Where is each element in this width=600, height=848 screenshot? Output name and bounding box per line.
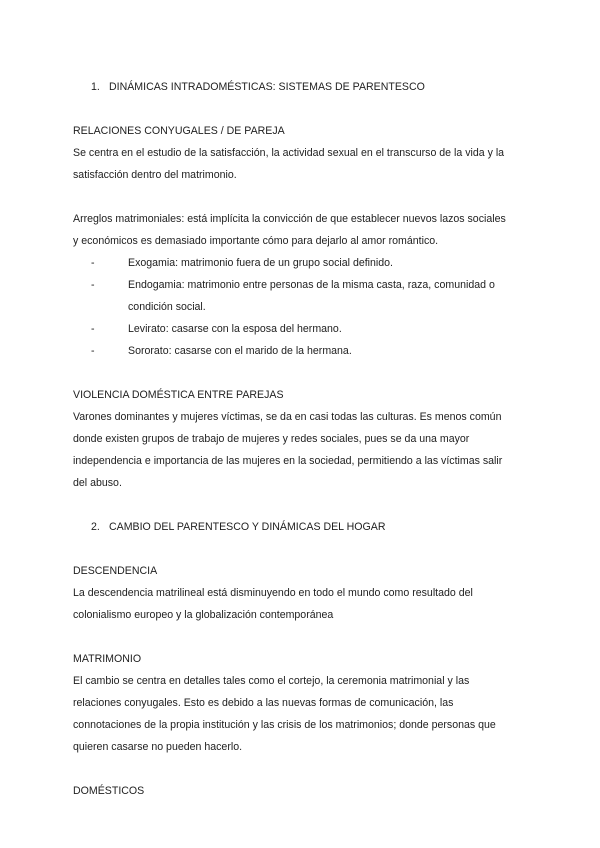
section-heading-1	[73, 76, 543, 98]
subheading-descendencia: DESCENDENCIA	[73, 565, 158, 577]
paragraph-line: Arreglos matrimoniales: está implícita la convicción de que establecer nuevos lazos sociales	[73, 213, 506, 225]
paragraph-line: La descendencia matrilineal está disminuyendo en todo el mundo como resultado del	[73, 587, 473, 599]
subheading-violencia: VIOLENCIA DOMÉSTICA ENTRE PAREJAS	[73, 389, 284, 401]
paragraph-line: Varones dominantes y mujeres víctimas, se da en casi todas las culturas. Es menos común	[73, 411, 502, 423]
list-item	[73, 340, 543, 362]
dash-bullet: -	[91, 279, 95, 291]
subheading-relaciones: RELACIONES CONYUGALES / DE PAREJA	[73, 125, 285, 137]
subheading-domesticos: DOMÉSTICOS	[73, 785, 145, 797]
section-heading-2	[73, 516, 543, 538]
paragraph-line: del abuso.	[73, 477, 122, 489]
paragraph-line: El cambio se centra en detalles tales como el cortejo, la ceremonia matrimonial y las	[73, 675, 470, 687]
paragraph-line: connotaciones de la propia institución y las crisis de los matrimonios; donde personas que	[73, 719, 496, 731]
paragraph-line: relaciones conyugales. Esto es debido a las nuevas formas de comunicación, las	[73, 697, 454, 709]
section-title: CAMBIO DEL PARENTESCO Y DINÁMICAS DEL HOGAR	[109, 521, 386, 533]
list-item	[73, 318, 543, 340]
section-number: 2.	[91, 521, 100, 533]
dash-bullet: -	[91, 257, 95, 269]
list-item-text: Endogamia: matrimonio entre personas de la misma casta, raza, comunidad o	[128, 279, 495, 291]
list-item	[73, 252, 543, 274]
paragraph-line: satisfacción dentro del matrimonio.	[73, 169, 237, 181]
paragraph-line: donde existen grupos de trabajo de mujeres y redes sociales, pues se da una mayor	[73, 433, 470, 445]
paragraph-line: colonialismo europeo y la globalización contemporánea	[73, 609, 334, 621]
paragraph-line: y económicos es demasiado importante cómo para dejarlo al amor romántico.	[73, 235, 439, 247]
dash-bullet: -	[91, 345, 95, 357]
list-item-text: Levirato: casarse con la esposa del hermano.	[128, 323, 342, 335]
list-item-text: Exogamia: matrimonio fuera de un grupo social definido.	[128, 257, 393, 269]
dash-bullet: -	[91, 323, 95, 335]
paragraph-line: independencia e importancia de las mujeres en la sociedad, permitiendo a las víctimas salir	[73, 455, 503, 467]
list-item-text: Sororato: casarse con el marido de la hermana.	[128, 345, 352, 357]
document-page	[73, 76, 543, 802]
list-item	[73, 274, 543, 296]
section-number: 1.	[91, 81, 100, 93]
list-item-continuation: condición social.	[128, 301, 206, 313]
subheading-matrimonio: MATRIMONIO	[73, 653, 142, 665]
paragraph-line: Se centra en el estudio de la satisfacción, la actividad sexual en el transcurso de la vida y la	[73, 147, 505, 159]
section-title: DINÁMICAS INTRADOMÉSTICAS: SISTEMAS DE PARENTESCO	[109, 81, 425, 93]
paragraph-line: quieren casarse no pueden hacerlo.	[73, 741, 243, 753]
